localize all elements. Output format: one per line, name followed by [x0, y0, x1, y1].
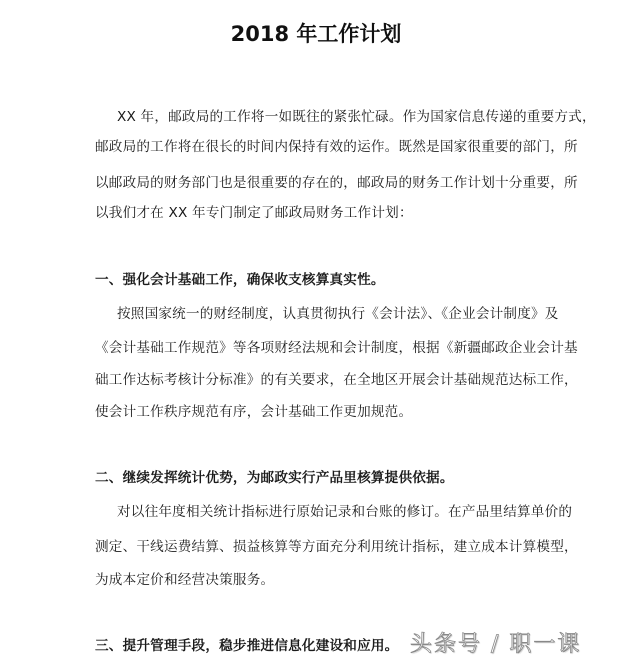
intro-line: XX 年，邮政局的工作将一如既往的紧张忙碌。作为国家信息传递的重要方式，: [117, 109, 596, 125]
section-1-line: 使会计工作秩序规范有序，会计基础工作更加规范。: [95, 404, 413, 420]
section-1-line: 础工作达标考核计分标准》的有关要求，在全地区开展会计基础规范达标工作，: [95, 372, 578, 388]
section-heading-2: 二、继续发挥统计优势，为邮政实行产品里核算提供依据。: [95, 470, 454, 486]
intro-line: 以我们才在 XX 年专门制定了邮政局财务工作计划：: [95, 205, 413, 221]
section-2-line: 对以往年度相关统计指标进行原始记录和台账的修订。在产品里结算单价的: [117, 504, 573, 520]
watermark: 头条号 / 职一课: [410, 632, 582, 657]
section-heading-1: 一、强化会计基础工作，确保收支核算真实性。: [95, 272, 385, 288]
section-2-line: 为成本定价和经营决策服务。: [95, 572, 275, 588]
section-1-line: 《会计基础工作规范》等各项财经法规和会计制度，根据《新疆邮政企业会计基: [95, 340, 578, 356]
section-heading-3: 三、提升管理手段，稳步推进信息化建设和应用。: [95, 638, 399, 654]
intro-line: 以邮政局的财务部门也是很重要的存在的，邮政局的财务工作计划十分重要，所: [95, 175, 578, 191]
document-title: 2018 年工作计划: [230, 22, 402, 46]
intro-line: 邮政局的工作将在很长的时间内保持有效的运作。既然是国家很重要的部门，所: [95, 139, 578, 155]
section-1-line: 按照国家统一的财经制度，认真贯彻执行《会计法》、《企业会计制度》及: [117, 306, 559, 322]
section-2-line: 测定、干线运费结算、损益核算等方面充分利用统计指标，建立成本计算模型，: [95, 539, 578, 555]
